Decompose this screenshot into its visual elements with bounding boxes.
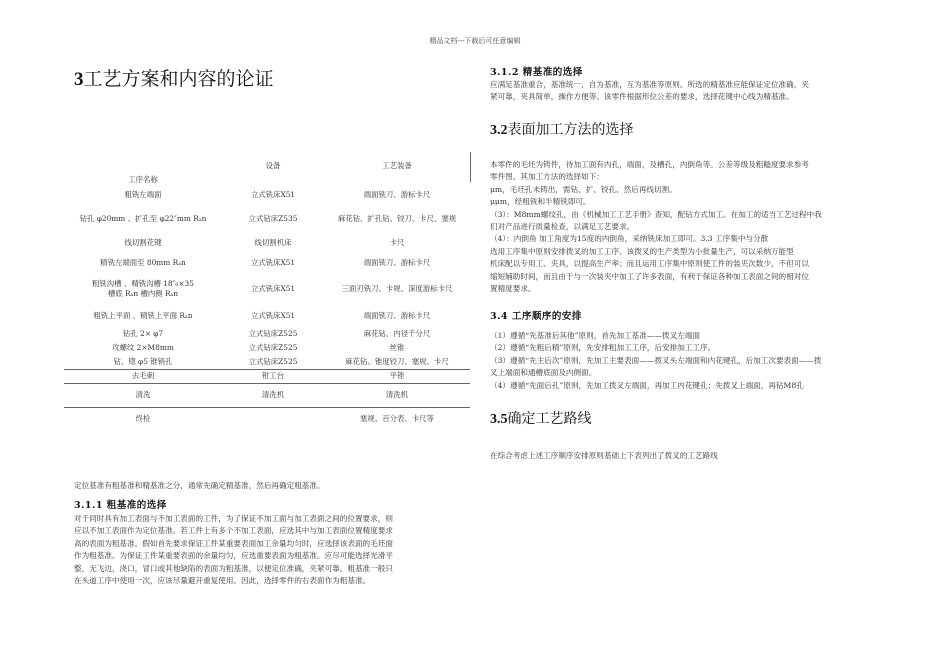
table-cell: 清洗 — [135, 390, 151, 399]
table-cell: 粗铣沟槽 、精铣沟槽 18″₀×35 槽底 Rₐn 槽内侧 Rₐn — [92, 279, 194, 298]
table-row — [64, 273, 470, 305]
paragraph-line: （3）遵循“先主后次”原则，先加工主要表面——拨叉头左端面和内花键孔，后加工次要表面——拨 — [490, 355, 822, 365]
section-35-body: 在综合考虑上述工序顺序安排原则基础上下表列出了拨叉的工艺路线 — [490, 451, 718, 460]
table-row — [64, 205, 470, 233]
page-title — [74, 64, 274, 91]
section-312-body — [490, 79, 885, 104]
paragraph-line: 们对产品进行质量检查，以满足工艺要求。 — [490, 222, 635, 232]
table-header-row — [64, 161, 470, 185]
table-row — [64, 369, 470, 383]
table-row — [64, 383, 470, 407]
table-cell: 丝锥 — [389, 343, 405, 352]
section-32-number: 3.2 — [490, 123, 508, 138]
table-cell — [222, 407, 324, 431]
table-cell: 清洗机 — [261, 390, 285, 399]
process-table-wrap — [64, 161, 470, 431]
paragraph-line: 应满足基准重合，基准统一，自为基准，互为基准等原则。所选的精基准应能保证定位准确，夹 — [490, 80, 809, 89]
paragraph-line: 缩短辅助时间，而且由于与一次装夹中加工了许多表面，有利于保证各种加工表面之间的相对位 — [490, 271, 809, 281]
table-cell: 麻花钻、扩孔钻、铰刀、卡尺、塞规 — [337, 214, 457, 223]
section-35-title: 确定工艺路线 — [507, 411, 592, 427]
table-cell: 平锉 — [389, 371, 405, 380]
table-cell: 麻花钻、锥度铰刀、塞规、卡尺 — [345, 356, 449, 366]
table-row — [64, 253, 470, 273]
table-header-cell: 工艺装备 — [382, 161, 412, 170]
paragraph-line: 高的表面为粗基准。假如首先要求保证工件某重要表面加工余量均匀时，应选择该表面的毛坯面 — [74, 538, 393, 548]
paragraph-line: （4）遵循“先面后孔”原则，先加工拨叉左端面，再加工内花键孔；先拨叉上端面，再钻M8孔 — [490, 380, 804, 390]
table-cell: 终检 — [135, 414, 151, 424]
table-row — [64, 355, 470, 369]
paragraph-line: 置精度要求。 — [490, 284, 536, 294]
table-cell: 粗铣左端面 — [124, 190, 162, 199]
section-34-heading: 3.4 工序顺序的安排 — [490, 311, 582, 322]
section-312-heading: 3.1.2 精基准的选择 — [490, 67, 583, 78]
paragraph-line: 在头道工序中使用一次，应该尽量避开重复使用。因此，选择零件的右表面作为粗基准。 — [74, 576, 371, 586]
paragraph-line: 本零件的毛坯为铸件，待加工面有内孔，端面，及槽孔，内倒角等。公差等级及粗糙度要求参考 — [490, 160, 809, 169]
paragraph-line: 零件图。其加工方法的选择如下： — [490, 172, 604, 182]
paragraph-line: （2）遵循“先粗后精”原则，先安排粗加工工序，后安排加工工序。 — [490, 343, 716, 353]
table-row — [64, 327, 470, 341]
paragraph-line: 应以不加工表面作为定位基准。若工件上有多个不加工表面，应选其中与加工表面位置精度要求 — [74, 526, 393, 536]
table-cell: 端面铣刀、游标卡尺 — [363, 190, 431, 199]
process-table — [64, 161, 470, 431]
table-cell: 立式铣床X51 — [250, 311, 296, 320]
paragraph-line: 选用工序集中原则安排拨叉的加工工序。该拨叉的生产类型为小批量生产，可以采纳万能型 — [490, 246, 794, 256]
paragraph-line: 对于同时具有加工表面与不加工表面的工件，为了保证不加工面与加工表面之间的位置要求，则 — [74, 514, 393, 523]
paragraph-line: μμm，经粗铣和半精铣即可。 — [490, 197, 591, 207]
table-cell: 立式钻床Z525 — [248, 329, 298, 338]
table-row — [64, 341, 470, 355]
paragraph-line: 紧可靠，夹具简单，操作方便等。该零件根据形位公差的要求，选择花键中心线为精基准。 — [490, 92, 794, 102]
paragraph-line: （3）：M8mm螺纹孔，由《机械加工工艺手册》查知，配钻方式加工。在加工的适当工艺过程中我 — [490, 209, 822, 219]
table-row — [64, 185, 470, 205]
table-cell: 精铣左端面至 80mm Rₐn — [100, 258, 186, 267]
table-cell: 立式钻床Z535 — [248, 214, 298, 223]
table-header-cell: 工序名称 — [128, 175, 158, 184]
section-32-title: 表面加工方法的选择 — [507, 122, 634, 138]
paragraph-line: （4）：内倒角 加工角度为15度的内倒角，采纳铣床加工即可。3.3 工序集中与分散 — [490, 234, 769, 244]
table-cell: 钻孔 φ20mm 、扩孔至 φ22″mm Rₐn — [79, 214, 207, 223]
section-32-heading — [490, 119, 634, 139]
table-cell: 线切割机床 — [254, 238, 292, 247]
section-35-heading — [490, 408, 592, 428]
table-cell: 卡尺 — [389, 238, 405, 247]
table-cell: 立式钻床Z525 — [248, 356, 298, 366]
table-cell: 端面铣刀、游标卡尺 — [363, 311, 431, 320]
table-header-cell: 设备 — [265, 161, 281, 170]
table-cell: 粗铣上平面 、精铣上平面 Rₐn — [93, 311, 193, 320]
section-311-body — [74, 513, 464, 587]
title-number: 3 — [74, 69, 84, 90]
table-cell: 立式铣床X51 — [250, 190, 296, 199]
table-cell: 去毛刺 — [131, 371, 155, 380]
paragraph-line: 叉上端面和通槽底面及内侧面。 — [490, 368, 597, 378]
table-row — [64, 305, 470, 327]
paragraph-line: 机床配以专用工、夹具，以提高生产率；而且运用工序集中原则使工件的装夹次数少，不但可以 — [490, 259, 809, 269]
table-row — [64, 407, 470, 431]
section-34-body — [490, 330, 885, 392]
table-edge-line — [470, 152, 471, 182]
header-note: 精品文档---下载后可任意编辑 — [429, 37, 521, 45]
section-311-heading: 3.1.1 粗基准的选择 — [74, 500, 167, 511]
table-cell: 立式铣床X51 — [250, 258, 296, 267]
table-row — [64, 233, 470, 253]
table-cell: 线切割花键 — [124, 238, 162, 247]
paragraph-line: 作为粗基准。为保证工件某重要表面的余量均匀，应选重要表面为粗基准。应尽可能选择光滑平 — [74, 551, 393, 561]
table-cell: 清洗机 — [385, 390, 409, 399]
table-cell: 立式铣床X51 — [250, 284, 296, 293]
table-cell: 钻、锪 φ5 锥销孔 — [113, 356, 173, 366]
paragraph-line: μm，毛坯孔未铸出，需钻、扩、铰孔、然后再线切割。 — [490, 184, 677, 194]
table-cell: 三面刃铣刀、卡规、深度游标卡尺 — [341, 284, 453, 293]
section-35-number: 3.5 — [490, 412, 508, 427]
title-text: 工艺方案和内容的论证 — [83, 68, 274, 90]
section-32-body — [490, 159, 885, 295]
table-cell: 立式钻床Z525 — [248, 343, 298, 352]
table-cell: 麻花钻、内径千分尺 — [363, 329, 431, 338]
table-cell: 塞规、百分表、卡尺等 — [360, 414, 434, 424]
table-cell: 攻螺纹 2×M8mm — [112, 343, 174, 352]
table-cell: 钻孔 2× φ7 — [122, 329, 164, 338]
table-cell: 钳工台 — [261, 371, 285, 380]
table-cell: 端面铣刀、游标卡尺 — [363, 258, 431, 267]
intro-text: 定位基准有粗基准和精基准之分，通常先确定精基准，然后再确定粗基准。 — [74, 481, 325, 490]
paragraph-line: （1）遵循“先基准后其他”原则，首先加工基准——拨叉左端面 — [490, 331, 701, 340]
paragraph-line: 整，无飞边，浇口，冒口或其他缺陷的表面为粗基准，以便定位准确，夹紧可靠。粗基准一般只 — [74, 563, 393, 573]
